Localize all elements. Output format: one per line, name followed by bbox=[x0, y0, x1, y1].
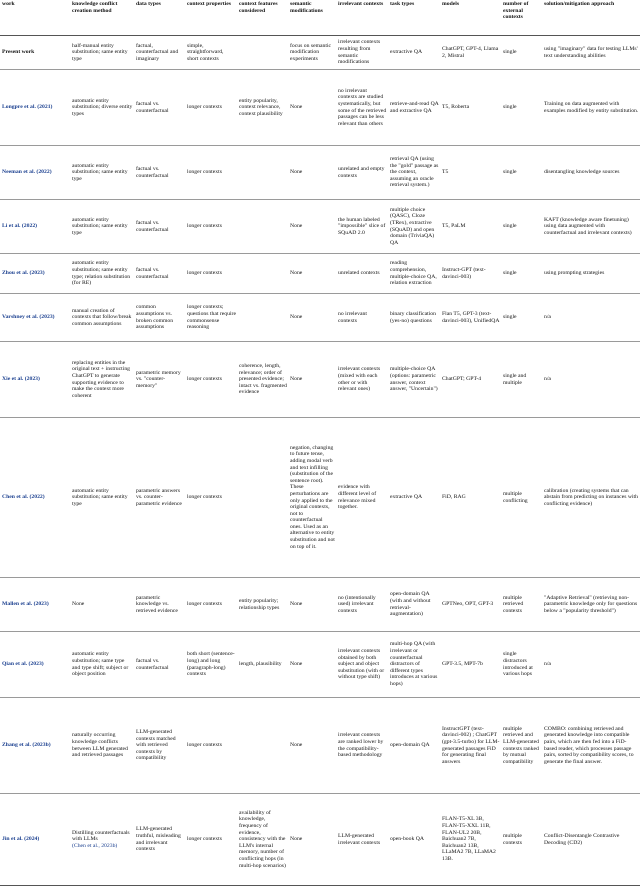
row-irrelevant-contexts: irrelevant contexts (mixed with each other or with relevant ones) bbox=[336, 342, 388, 418]
row-data-types: LLM-generated truthful, misleading and irrelevant contexts bbox=[134, 794, 185, 886]
row-context-properties: longer contexts bbox=[185, 342, 237, 418]
row-context-properties: longer contexts bbox=[185, 254, 237, 294]
row-solution: "Adaptive Retrieval" (retrieving non-parametric knowledge only for questions below a "popularity threshold") bbox=[542, 578, 640, 632]
row-method: automatic entity substitution; same entity type bbox=[70, 418, 134, 578]
row-context-features bbox=[237, 294, 288, 342]
row-semantic-modifications: None bbox=[288, 146, 336, 200]
row-task-types: retrieve-and-read QA and extractive QA bbox=[388, 70, 440, 146]
row-solution: disentangling knowledge sources bbox=[542, 146, 640, 200]
row-context-properties: longer contexts bbox=[185, 200, 237, 254]
row-task-types: multiple-choice QA (options: parametric answer, context answer, "Uncertain") bbox=[388, 342, 440, 418]
row-solution: n/a bbox=[542, 632, 640, 698]
row-task-types: open-book QA bbox=[388, 794, 440, 886]
row-method: None bbox=[70, 578, 134, 632]
row-work[interactable]: Zhang et al. (2023b) bbox=[0, 698, 70, 794]
row-semantic-modifications: None bbox=[288, 254, 336, 294]
table-row bbox=[0, 578, 640, 632]
row-semantic-modifications: None bbox=[288, 200, 336, 254]
row-data-types: factual vs. counterfactual bbox=[134, 632, 185, 698]
header-data-types: data types bbox=[134, 0, 185, 36]
row-work[interactable]: Zhou et al. (2023) bbox=[0, 254, 70, 294]
row-models: ChatGPT, GPT-4, Llama 2, Mistral bbox=[440, 36, 501, 70]
table-row bbox=[0, 342, 640, 418]
row-semantic-modifications: None bbox=[288, 294, 336, 342]
row-work[interactable]: Qian et al. (2023) bbox=[0, 632, 70, 698]
header-work: work bbox=[0, 0, 70, 36]
row-context-properties: longer contexts bbox=[185, 698, 237, 794]
table-row bbox=[0, 698, 640, 794]
row-number-of-contexts: single bbox=[501, 70, 542, 146]
row-semantic-modifications: negation, changing to future tense, adding modal verb and text infilling (substitution of the sentence root). These perturbations are only applied to the original contexts, not to counterfactual ones. Used as an alternative to entity substitution and not on top of it. bbox=[288, 418, 336, 578]
row-context-properties: longer contexts bbox=[185, 146, 237, 200]
table-row bbox=[0, 200, 640, 254]
row-method: replacing entities in the original text + instructing ChatGPT to generate supporting evidence to make the context more coherent bbox=[70, 342, 134, 418]
row-solution: n/a bbox=[542, 294, 640, 342]
table-row bbox=[0, 632, 640, 698]
row-data-types: parametric memory vs. "counter-memory" bbox=[134, 342, 185, 418]
table-row bbox=[0, 146, 640, 200]
row-irrelevant-contexts: unrelated contexts bbox=[336, 254, 388, 294]
row-models: T5, PaLM bbox=[440, 200, 501, 254]
row-solution: calibration (creating systems that can abstain from predicting on instances with conflicting evidence) bbox=[542, 418, 640, 578]
row-context-properties: simple, straightforward, short contexts bbox=[185, 36, 237, 70]
row-data-types: factual, counterfactual and imaginary bbox=[134, 36, 185, 70]
row-context-features: coherence, length, relevance; order of presented evidence; intact vs. fragmented evidence bbox=[237, 342, 288, 418]
row-irrelevant-contexts: unrelated and empty contexts bbox=[336, 146, 388, 200]
row-task-types: open-domain QA bbox=[388, 698, 440, 794]
row-context-properties: both short (sentence-long) and long (paragraph-long) contexts bbox=[185, 632, 237, 698]
row-number-of-contexts: single bbox=[501, 294, 542, 342]
row-number-of-contexts: multiple retrieved contexts bbox=[501, 578, 542, 632]
table-row bbox=[0, 36, 640, 70]
row-task-types: multi-hop QA (with irrelevant or counterfactual distractors of different types introduces at various hops) bbox=[388, 632, 440, 698]
row-method bbox=[70, 794, 134, 886]
header-method: knowledge conflict creation method bbox=[70, 0, 134, 36]
row-irrelevant-contexts: evidence with different level of relevance mixed together. bbox=[336, 418, 388, 578]
header-models: models bbox=[440, 0, 501, 36]
row-work[interactable]: Xie et al. (2023) bbox=[0, 342, 70, 418]
row-models: GPT-3.5, MPT-7b bbox=[440, 632, 501, 698]
row-method-text: Distilling counterfactuals with LLMs bbox=[72, 829, 130, 843]
row-data-types: factual vs. counterfactual bbox=[134, 70, 185, 146]
row-context-features: entity popularity, context relevance, context plausibility bbox=[237, 70, 288, 146]
row-context-properties: longer contexts bbox=[185, 578, 237, 632]
row-models: FiD, RAG bbox=[440, 418, 501, 578]
row-number-of-contexts: single and multiple bbox=[501, 342, 542, 418]
table-row bbox=[0, 418, 640, 578]
row-irrelevant-contexts: irrelevant contexts are ranked lower by the compatibility-based methodology bbox=[336, 698, 388, 794]
table-header-row bbox=[0, 0, 640, 36]
row-solution: using prompting strategies bbox=[542, 254, 640, 294]
table-row bbox=[0, 294, 640, 342]
row-models: GPTNeo, OPT, GPT-3 bbox=[440, 578, 501, 632]
row-task-types: extractive QA bbox=[388, 418, 440, 578]
row-method: automatic entity substitution; same entity type bbox=[70, 200, 134, 254]
row-solution: Training on data augmented with examples modified by entity substitution. bbox=[542, 70, 640, 146]
row-context-properties: longer contexts bbox=[185, 70, 237, 146]
table-row bbox=[0, 794, 640, 886]
row-number-of-contexts: single distractors introduced at various hops bbox=[501, 632, 542, 698]
row-data-types: common assumptions vs. broken common assumptions bbox=[134, 294, 185, 342]
row-task-types: retrieval QA (using the "gold" passage as the context, assuming an oracle retrieval system.) bbox=[388, 146, 440, 200]
row-context-features: entity popularity; relationship types bbox=[237, 578, 288, 632]
row-irrelevant-contexts: no irrelevant contexts are studied systematically, but some of the retrieved passages can be less relevant than others bbox=[336, 70, 388, 146]
row-method: naturally occurring knowledge conflicts between LLM generated and retrieved passages bbox=[70, 698, 134, 794]
row-context-features: length, plausibility bbox=[237, 632, 288, 698]
row-models: InstructGPT (text-davinci-002) ; ChatGPT (gpt-3.5-turbo) for LLM-generated passages FiD for generating final answers bbox=[440, 698, 501, 794]
header-number-of-contexts: number of external contexts bbox=[501, 0, 542, 36]
row-semantic-modifications: None bbox=[288, 632, 336, 698]
row-solution: using "imaginary" data for testing LLMs' text understanding abilities bbox=[542, 36, 640, 70]
row-irrelevant-contexts: no irrelevant contexts bbox=[336, 294, 388, 342]
row-context-features bbox=[237, 418, 288, 578]
row-context-features bbox=[237, 146, 288, 200]
row-number-of-contexts: single bbox=[501, 36, 542, 70]
row-work: Present work bbox=[0, 36, 70, 70]
row-data-types: parametric answers vs. counter-parametric evidence bbox=[134, 418, 185, 578]
row-task-types: reading comprehension, multiple-choice QA, relation extraction bbox=[388, 254, 440, 294]
row-context-features bbox=[237, 698, 288, 794]
row-solution: COMBO: combining retrieved and generated knowledge into compatible pairs, which are then fed into a FiD-based reader, which processes passage pairs, sorted by compatibility scores, to generate the final answer. bbox=[542, 698, 640, 794]
row-method: automatic entity substitution; diverse entity types bbox=[70, 70, 134, 146]
row-task-types: binary classification (yes-no) questions bbox=[388, 294, 440, 342]
row-method: automatic entity substitution; same entity type; relation substitution (for RE) bbox=[70, 254, 134, 294]
row-data-types: parametric knowledge vs. retrieved evidence bbox=[134, 578, 185, 632]
row-context-properties: longer contexts bbox=[185, 418, 237, 578]
row-data-types: LLM-generated contexts matched with retrieved contexts by compatibility bbox=[134, 698, 185, 794]
row-models: Instruct-GPT (text-davinci-003) bbox=[440, 254, 501, 294]
row-irrelevant-contexts: LLM-generated irrelevant contexts bbox=[336, 794, 388, 886]
row-number-of-contexts: single bbox=[501, 200, 542, 254]
header-context-properties: context properties bbox=[185, 0, 237, 36]
row-context-features: availability of knowledge, frequency of evidence, consistency with the LLM's internal memory, number of conflicting hops (in multi-hop scenarios) bbox=[237, 794, 288, 886]
header-task-types: task types bbox=[388, 0, 440, 36]
row-models: ChatGPT; GPT-4 bbox=[440, 342, 501, 418]
row-method: automatic entity substitution; same type and type shift; subject or object position bbox=[70, 632, 134, 698]
row-work[interactable]: Mallen et al. (2023) bbox=[0, 578, 70, 632]
row-context-features bbox=[237, 254, 288, 294]
row-work[interactable]: Varshney et al. (2023) bbox=[0, 294, 70, 342]
row-method: manual creation of contexts that follow/break common assumptions bbox=[70, 294, 134, 342]
row-models: FLAN-T5-XL 3B, FLAN-T5-XXL 11B, FLAN-UL2 20B, Baichuan2 7B, Baichuan2 13B, LLaMA2 7B, LLaMA2 13B. bbox=[440, 794, 501, 886]
row-work[interactable]: Li et al. (2022) bbox=[0, 200, 70, 254]
row-irrelevant-contexts: no (intentionally used) irrelevant contexts bbox=[336, 578, 388, 632]
row-context-properties: longer contexts bbox=[185, 794, 237, 886]
row-data-types: factual vs. counterfactual bbox=[134, 146, 185, 200]
row-task-types: open-domain QA (with and without retrieval-augmentation) bbox=[388, 578, 440, 632]
row-data-types: factual vs. counterfactual bbox=[134, 254, 185, 294]
row-semantic-modifications: focus on semantic modification experiments bbox=[288, 36, 336, 70]
row-models: Flan T5, GPT-3 (text-davinci-003), UnifiedQA bbox=[440, 294, 501, 342]
row-semantic-modifications: None bbox=[288, 70, 336, 146]
row-context-properties: longer contexts; questions that require commonsense reasoning bbox=[185, 294, 237, 342]
row-irrelevant-contexts: the human labeled "impossible" slice of SQuAD 2.0 bbox=[336, 200, 388, 254]
table-row bbox=[0, 254, 640, 294]
row-solution: n/a bbox=[542, 342, 640, 418]
row-number-of-contexts: multiple retrieved and LLM-generated contexts ranked by mutual compatibility bbox=[501, 698, 542, 794]
table-row bbox=[0, 70, 640, 146]
row-work[interactable]: Longpre et al. (2021) bbox=[0, 70, 70, 146]
row-models: T5 bbox=[440, 146, 501, 200]
header-solution: solution/mitigation approach bbox=[542, 0, 640, 36]
row-number-of-contexts: single bbox=[501, 254, 542, 294]
row-semantic-modifications: None bbox=[288, 342, 336, 418]
row-semantic-modifications: None bbox=[288, 794, 336, 886]
row-task-types: multiple choice (QASC), Cloze (TRex), extractive (SQuAD) and open domain (TriviaQA) QA bbox=[388, 200, 440, 254]
row-work[interactable]: Chen et al. (2022) bbox=[0, 418, 70, 578]
row-work[interactable]: Jin et al. (2024) bbox=[0, 794, 70, 886]
row-method: automatic entity substitution; same entity type bbox=[70, 146, 134, 200]
row-irrelevant-contexts: irrelevant contexts obtained by both subject and object substitution (with or without type shift) bbox=[336, 632, 388, 698]
row-work[interactable]: Neeman et al. (2022) bbox=[0, 146, 70, 200]
row-solution: Conflict-Disentangle Contrastive Decoding (CD2) bbox=[542, 794, 640, 886]
row-semantic-modifications: None bbox=[288, 578, 336, 632]
row-models: T5, Roberta bbox=[440, 70, 501, 146]
row-method-citation[interactable]: (Chen et al., 2023b) bbox=[72, 842, 118, 849]
row-task-types: extractive QA bbox=[388, 36, 440, 70]
row-method: half-manual entity substitution; same entity type bbox=[70, 36, 134, 70]
row-context-features bbox=[237, 36, 288, 70]
row-semantic-modifications: None bbox=[288, 698, 336, 794]
row-data-types: factual vs. counterfactual bbox=[134, 200, 185, 254]
row-number-of-contexts: single bbox=[501, 146, 542, 200]
header-context-features: context features considered bbox=[237, 0, 288, 36]
row-irrelevant-contexts: irrelevant contexts resulting from semantic modifications bbox=[336, 36, 388, 70]
header-irrelevant-contexts: irrelevant contexts bbox=[336, 0, 388, 36]
row-number-of-contexts: multiple conflicting bbox=[501, 418, 542, 578]
row-solution: KAFT (knowledge aware finetuning) using data augmented with counterfactual and irrelevant contexts) bbox=[542, 200, 640, 254]
header-semantic-modifications: semantic modifications bbox=[288, 0, 336, 36]
row-number-of-contexts: multiple contexts bbox=[501, 794, 542, 886]
row-context-features bbox=[237, 200, 288, 254]
